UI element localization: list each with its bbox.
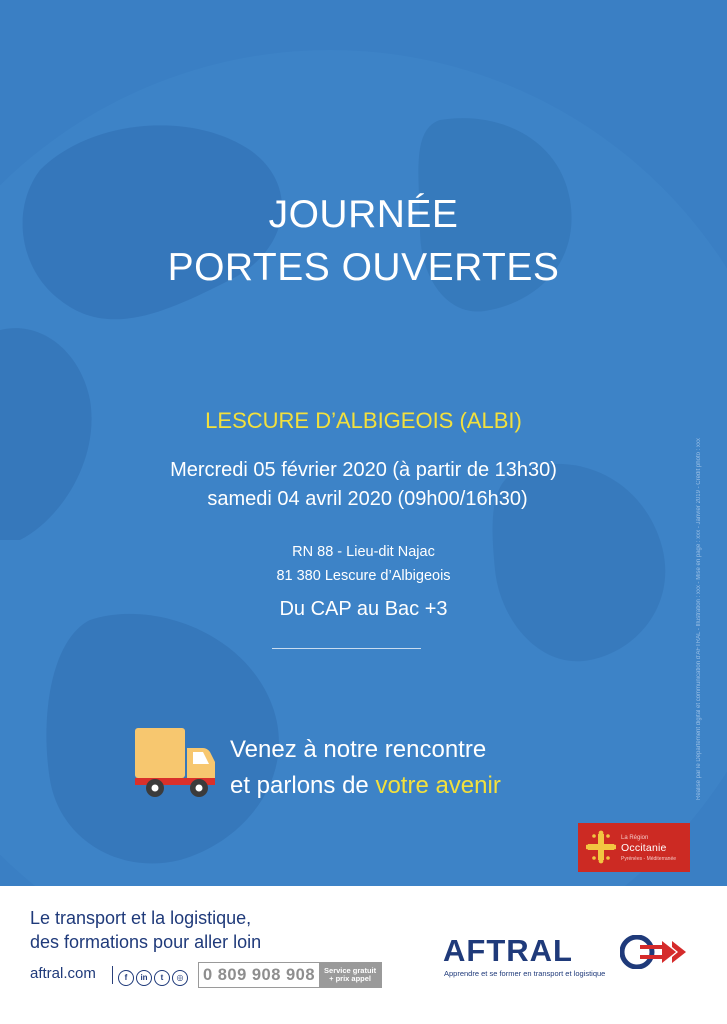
facebook-icon[interactable]: f [118, 970, 134, 986]
region-name: Occitanie [621, 842, 667, 854]
brand-slogan: Apprendre et se former en transport et logistique [444, 969, 606, 978]
aftral-mark-icon [620, 935, 690, 969]
invitation-text [230, 732, 501, 804]
tagline-line-2: des formations pour aller loin [30, 932, 262, 952]
divider [272, 648, 421, 649]
occitan-cross-icon [586, 830, 616, 864]
footer [0, 886, 727, 1024]
event-dates [0, 456, 727, 514]
footer-separator [112, 966, 113, 984]
phone-number-badge[interactable] [198, 962, 382, 988]
address-line-2: 81 380 Lescure d’Albigeois [276, 568, 451, 584]
linkedin-icon[interactable]: in [136, 970, 152, 986]
social-links [118, 967, 190, 986]
event-address [0, 540, 727, 588]
phone-note-line-2: + prix appel [329, 974, 372, 983]
training-level: Du CAP au Bac +3 [279, 598, 448, 620]
region-subtitle: Pyrénées - Méditerranée [621, 856, 677, 862]
region-label: La Région [621, 835, 649, 841]
invitation-highlight: votre avenir [375, 772, 501, 799]
instagram-icon[interactable]: ◎ [172, 970, 188, 986]
twitter-icon[interactable]: t [154, 970, 170, 986]
tagline-line-1: Le transport et la logistique, [30, 908, 252, 928]
event-location: LESCURE D’ALBIGEOIS (ALBI) [205, 408, 522, 433]
website-link[interactable]: aftral.com [30, 965, 96, 982]
footer-tagline [30, 906, 261, 954]
page-title [0, 188, 727, 294]
region-occitanie-logo [578, 823, 690, 872]
phone-number: 0 809 908 908 [199, 963, 319, 987]
brand-name: AFTRAL [443, 933, 573, 968]
invitation-line-2-prefix: et parlons de [230, 772, 376, 799]
phone-note [319, 963, 381, 987]
invitation-line-2 [230, 768, 501, 804]
date-2: samedi 04 avril 2020 (09h00/16h30) [207, 488, 528, 510]
title-line-1: JOURNÉE [268, 193, 459, 236]
title-line-2: PORTES OUVERTES [167, 246, 560, 289]
date-1: Mercredi 05 février 2020 (à partir de 13h30) [170, 459, 557, 481]
address-line-1: RN 88 - Lieu-dit Najac [292, 544, 435, 560]
truck-icon [133, 714, 217, 800]
credit-text: Réalisé par le Département digital et communication d’AFTRAL - Illustration : xxx - Mise en page : xxx - Janvier 2019 - Crédit photo : xxx [696, 438, 702, 800]
phone-note-line-1: Service gratuit [324, 966, 377, 975]
invitation-line-1: Venez à notre rencontre [230, 736, 487, 763]
